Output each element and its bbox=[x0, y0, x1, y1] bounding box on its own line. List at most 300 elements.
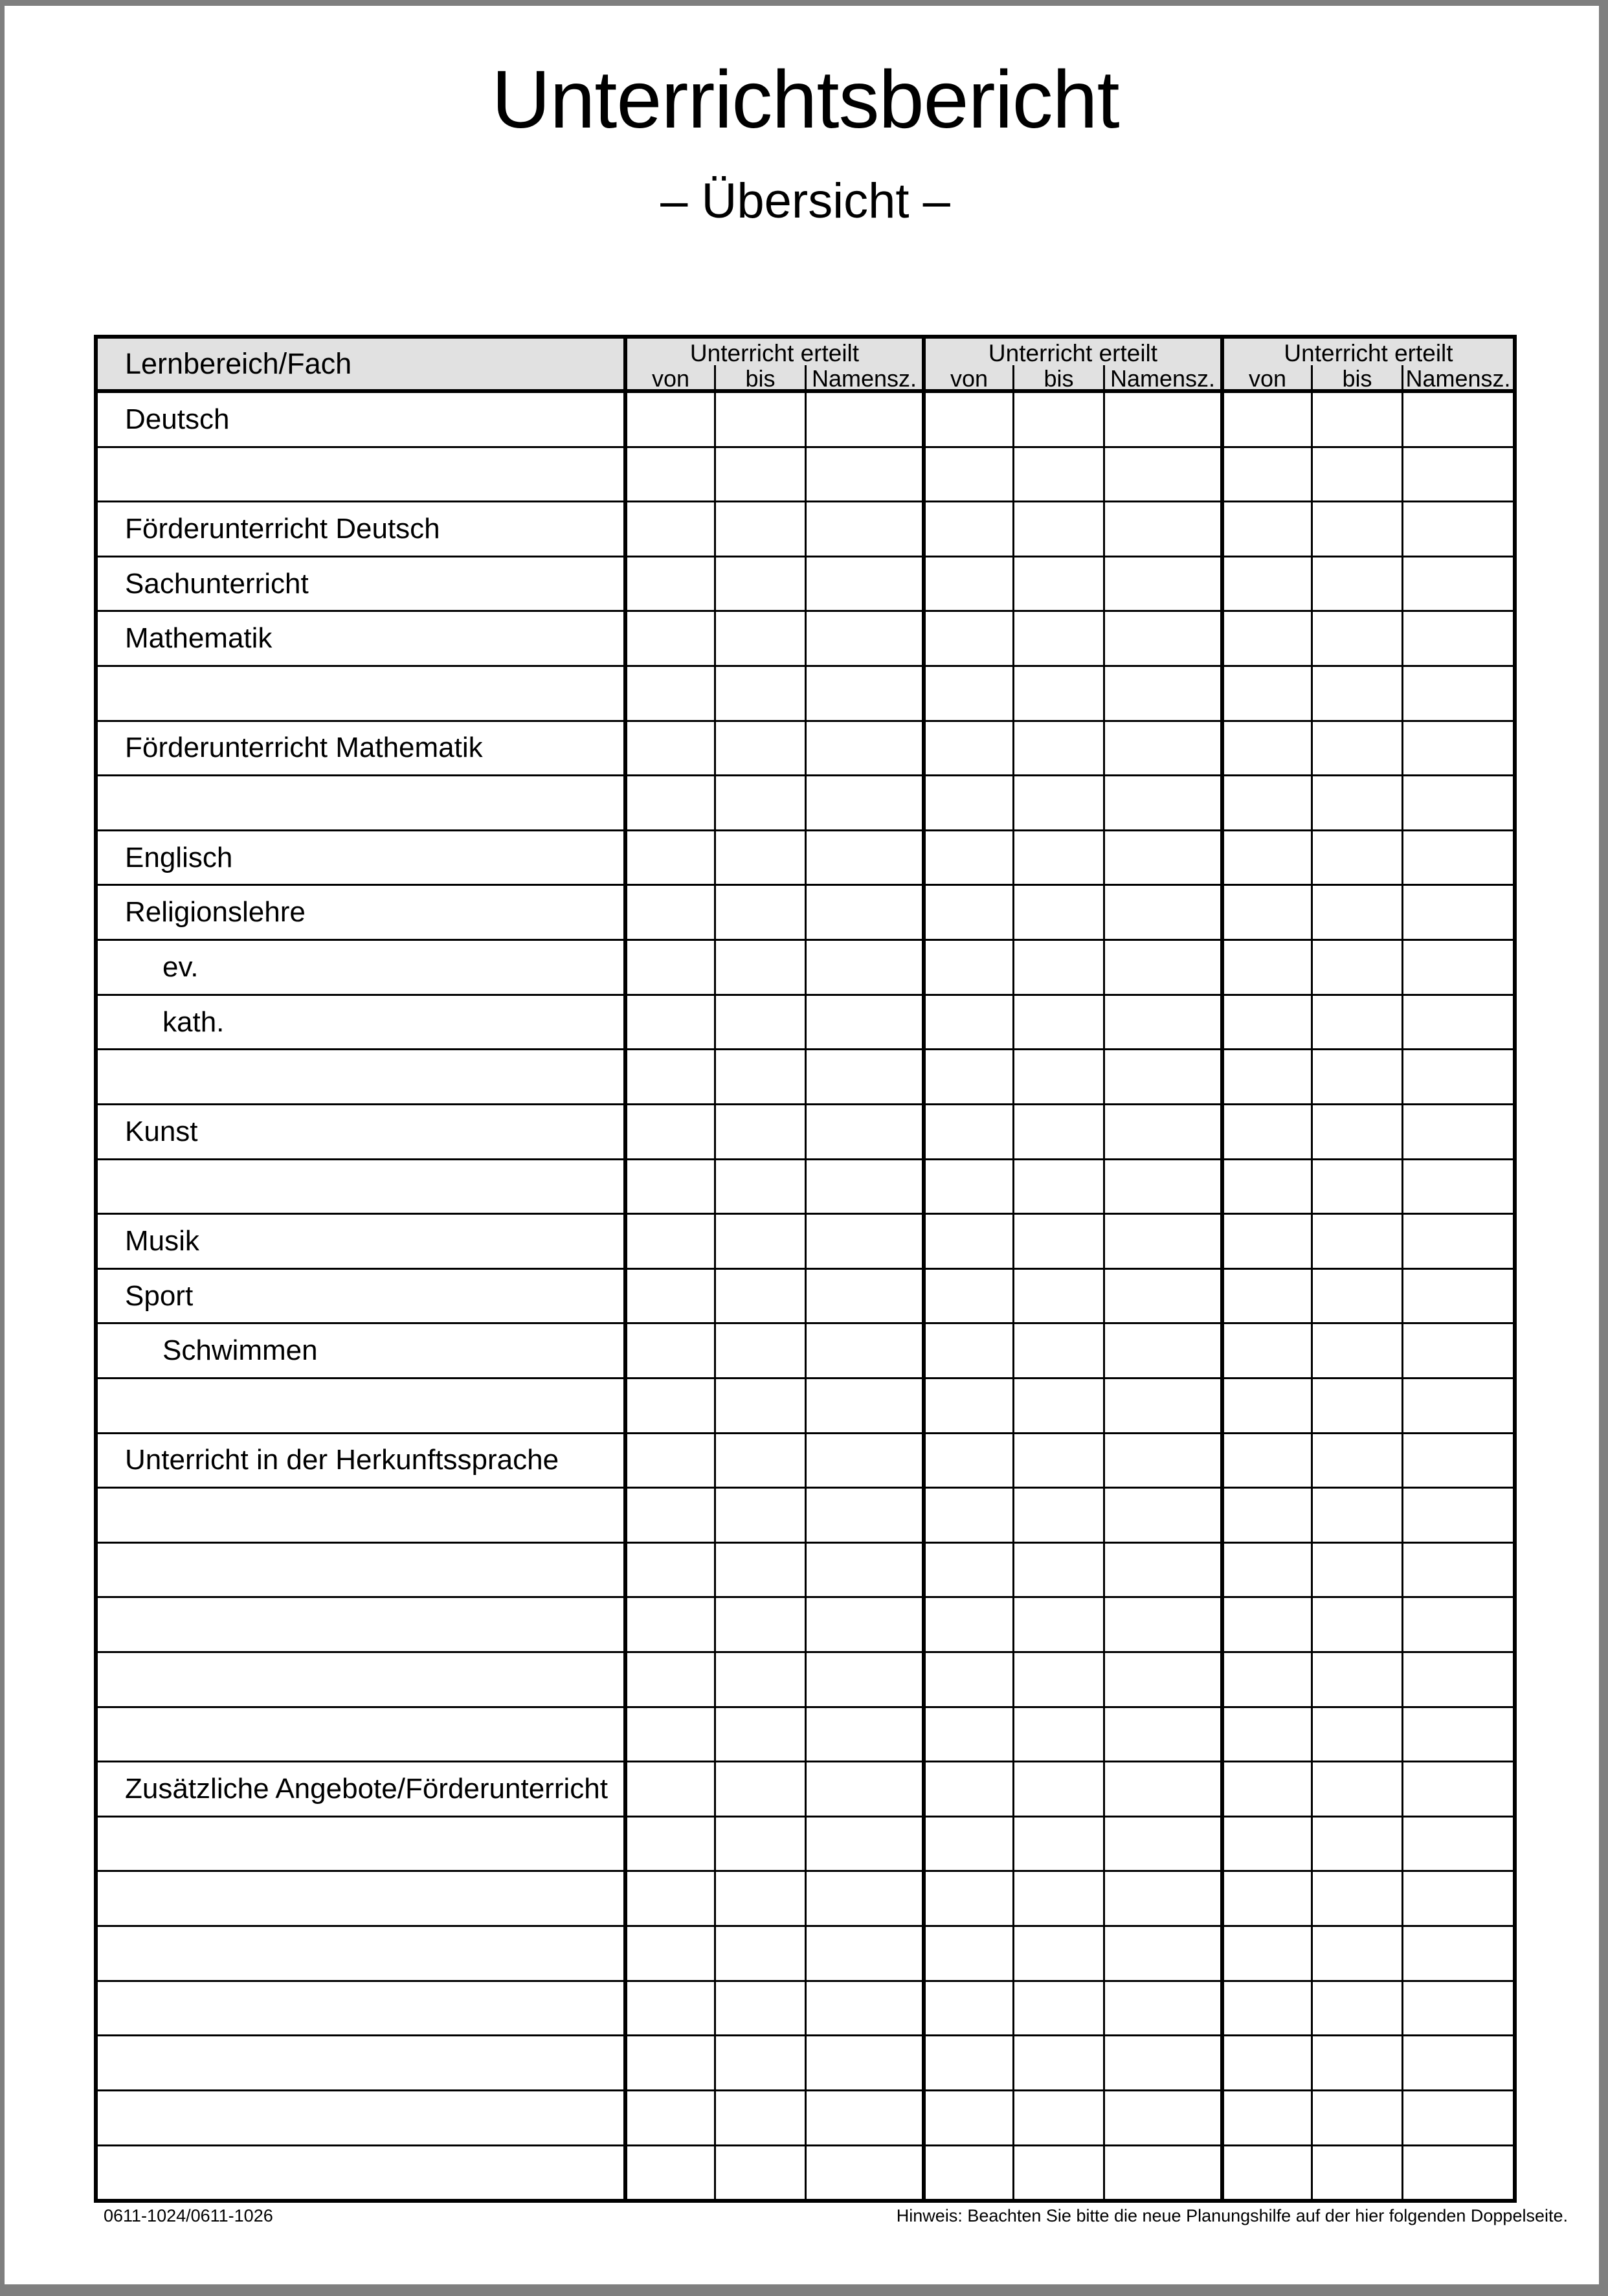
row-label-cell: Förderunterricht Mathematik bbox=[125, 732, 483, 764]
subheader-namensz: Namensz. bbox=[805, 365, 922, 392]
cell-von bbox=[922, 393, 1012, 446]
table-row bbox=[98, 393, 1513, 448]
cell-von bbox=[922, 1105, 1012, 1158]
cell-namensz bbox=[1401, 1434, 1513, 1487]
cell-namensz bbox=[1103, 941, 1220, 994]
cell-von bbox=[623, 557, 714, 611]
header-group-2 bbox=[922, 339, 1220, 392]
cell-von bbox=[623, 1982, 714, 2035]
cell-von bbox=[922, 448, 1012, 501]
row-label-cell bbox=[98, 1379, 623, 1432]
cell-namensz bbox=[805, 1270, 922, 1323]
cell-von bbox=[922, 1872, 1012, 1925]
cell-von bbox=[1220, 2036, 1311, 2089]
row-label-cell: Englisch bbox=[125, 841, 233, 873]
cell-bis bbox=[1012, 502, 1103, 556]
cell-namensz bbox=[1401, 1489, 1513, 1542]
cell-namensz bbox=[805, 1434, 922, 1487]
cell-bis bbox=[1012, 2146, 1103, 2200]
row-label-cell bbox=[98, 1927, 623, 1980]
cell-von bbox=[623, 1762, 714, 1816]
row-label-cell: Sport bbox=[125, 1279, 194, 1312]
cell-bis bbox=[1012, 1434, 1103, 1487]
cell-von bbox=[922, 1653, 1012, 1706]
cell-namensz bbox=[805, 1160, 922, 1213]
cell-bis bbox=[714, 1872, 805, 1925]
table-row bbox=[98, 1105, 1513, 1160]
cell-bis bbox=[1012, 1872, 1103, 1925]
cell-namensz bbox=[805, 557, 922, 611]
cell-namensz bbox=[1401, 1708, 1513, 1761]
cell-von bbox=[1220, 831, 1311, 884]
row-label-cell bbox=[98, 1653, 623, 1706]
cell-namensz bbox=[1401, 1324, 1513, 1377]
cell-bis bbox=[714, 886, 805, 939]
cell-bis bbox=[714, 1818, 805, 1871]
cell-bis bbox=[1012, 1982, 1103, 2035]
cell-namensz bbox=[805, 1215, 922, 1268]
table-row bbox=[98, 886, 1513, 941]
cell-bis bbox=[714, 722, 805, 775]
cell-bis bbox=[1311, 2091, 1401, 2144]
row-label-cell bbox=[98, 1489, 623, 1542]
cell-namensz bbox=[805, 1379, 922, 1432]
cell-von bbox=[922, 722, 1012, 775]
cell-namensz bbox=[805, 941, 922, 994]
cell-von bbox=[623, 1105, 714, 1158]
cell-namensz bbox=[1401, 667, 1513, 720]
cell-von bbox=[1220, 557, 1311, 611]
cell-von bbox=[623, 996, 714, 1049]
cell-bis bbox=[714, 502, 805, 556]
cell-bis bbox=[714, 1105, 805, 1158]
cell-bis bbox=[1012, 722, 1103, 775]
page-subtitle: – Übersicht – bbox=[660, 174, 950, 229]
cell-namensz bbox=[1103, 1434, 1220, 1487]
cell-bis bbox=[714, 667, 805, 720]
cell-namensz bbox=[1103, 1653, 1220, 1706]
cell-bis bbox=[714, 2091, 805, 2144]
cell-namensz bbox=[805, 393, 922, 446]
row-label-cell: Zusätzliche Angebote/Förderunterricht bbox=[125, 1773, 608, 1805]
footer-note: Hinweis: Beachten Sie bitte die neue Planungshilfe auf der hier folgenden Doppelseite. bbox=[896, 2206, 1568, 2225]
cell-von bbox=[623, 1544, 714, 1597]
cell-bis bbox=[714, 1324, 805, 1377]
cell-bis bbox=[1311, 612, 1401, 665]
cell-bis bbox=[714, 557, 805, 611]
cell-namensz bbox=[1103, 502, 1220, 556]
cell-von bbox=[1220, 612, 1311, 665]
cell-namensz bbox=[1401, 1818, 1513, 1871]
header-group-3 bbox=[1220, 339, 1513, 392]
cell-von bbox=[922, 941, 1012, 994]
cell-namensz bbox=[805, 996, 922, 1049]
cell-namensz bbox=[1103, 1544, 1220, 1597]
cell-bis bbox=[1311, 1872, 1401, 1925]
cell-namensz bbox=[1103, 1105, 1220, 1158]
cell-von bbox=[623, 393, 714, 446]
cell-namensz bbox=[1401, 776, 1513, 829]
cell-von bbox=[922, 1160, 1012, 1213]
group-title: Unterricht erteilt bbox=[988, 340, 1158, 366]
cell-von bbox=[1220, 776, 1311, 829]
cell-namensz bbox=[1103, 722, 1220, 775]
cell-bis bbox=[714, 1489, 805, 1542]
cell-bis bbox=[1012, 1215, 1103, 1268]
cell-von bbox=[1220, 886, 1311, 939]
cell-namensz bbox=[1401, 941, 1513, 994]
table-row bbox=[98, 1818, 1513, 1873]
cell-von bbox=[1220, 996, 1311, 1049]
corner-header-lernbereich-fach: Lernbereich/Fach bbox=[125, 347, 352, 380]
cell-bis bbox=[714, 996, 805, 1049]
cell-namensz bbox=[1103, 1927, 1220, 1980]
cell-bis bbox=[1012, 1324, 1103, 1377]
cell-bis bbox=[1311, 1215, 1401, 1268]
cell-namensz bbox=[805, 1982, 922, 2035]
cell-bis bbox=[714, 1544, 805, 1597]
cell-namensz bbox=[1401, 1544, 1513, 1597]
subheader-bis: bis bbox=[1012, 365, 1103, 392]
cell-namensz bbox=[1103, 2146, 1220, 2200]
cell-namensz bbox=[1103, 1270, 1220, 1323]
report-table bbox=[94, 335, 1517, 2203]
cell-von bbox=[1220, 502, 1311, 556]
cell-von bbox=[623, 2146, 714, 2200]
cell-namensz bbox=[1401, 448, 1513, 501]
row-label-cell bbox=[98, 1050, 623, 1103]
cell-bis bbox=[1012, 1708, 1103, 1761]
cell-bis bbox=[1012, 1050, 1103, 1103]
cell-bis bbox=[1311, 1434, 1401, 1487]
cell-von bbox=[623, 2036, 714, 2089]
cell-von bbox=[1220, 1927, 1311, 1980]
cell-von bbox=[1220, 1324, 1311, 1377]
cell-namensz bbox=[1401, 1215, 1513, 1268]
cell-bis bbox=[1311, 393, 1401, 446]
cell-von bbox=[623, 667, 714, 720]
cell-von bbox=[623, 1160, 714, 1213]
cell-namensz bbox=[1103, 1324, 1220, 1377]
row-label-cell: Mathematik bbox=[125, 622, 273, 655]
cell-bis bbox=[1311, 831, 1401, 884]
cell-bis bbox=[714, 1215, 805, 1268]
cell-namensz bbox=[1103, 2091, 1220, 2144]
cell-bis bbox=[1311, 1708, 1401, 1761]
cell-namensz bbox=[1103, 1160, 1220, 1213]
cell-bis bbox=[1311, 448, 1401, 501]
subheader-bis: bis bbox=[714, 365, 805, 392]
cell-von bbox=[1220, 1818, 1311, 1871]
cell-namensz bbox=[1401, 1598, 1513, 1651]
cell-von bbox=[623, 1270, 714, 1323]
cell-namensz bbox=[1103, 612, 1220, 665]
table-row bbox=[98, 2036, 1513, 2091]
cell-namensz bbox=[1103, 2036, 1220, 2089]
cell-von bbox=[623, 1872, 714, 1925]
cell-von bbox=[1220, 667, 1311, 720]
cell-bis bbox=[1311, 1270, 1401, 1323]
cell-bis bbox=[714, 393, 805, 446]
row-label-cell: Religionslehre bbox=[125, 896, 306, 929]
cell-namensz bbox=[1401, 1982, 1513, 2035]
table-row bbox=[98, 2146, 1513, 2200]
cell-bis bbox=[1012, 2091, 1103, 2144]
table-row bbox=[98, 612, 1513, 667]
cell-namensz bbox=[1401, 393, 1513, 446]
cell-bis bbox=[1012, 2036, 1103, 2089]
cell-von bbox=[922, 996, 1012, 1049]
cell-von bbox=[623, 612, 714, 665]
table-row bbox=[98, 1653, 1513, 1708]
cell-namensz bbox=[1401, 502, 1513, 556]
cell-von bbox=[922, 557, 1012, 611]
cell-von bbox=[1220, 1215, 1311, 1268]
cell-bis bbox=[1012, 1598, 1103, 1651]
cell-von bbox=[1220, 2146, 1311, 2200]
cell-von bbox=[922, 1762, 1012, 1816]
cell-von bbox=[922, 1270, 1012, 1323]
cell-von bbox=[1220, 941, 1311, 994]
cell-bis bbox=[714, 1434, 805, 1487]
row-label-cell: kath. bbox=[162, 1006, 225, 1038]
cell-von bbox=[922, 2146, 1012, 2200]
cell-namensz bbox=[1401, 1160, 1513, 1213]
cell-bis bbox=[1012, 667, 1103, 720]
cell-von bbox=[623, 2091, 714, 2144]
cell-namensz bbox=[805, 448, 922, 501]
row-label-cell bbox=[98, 1708, 623, 1761]
row-label-cell: Deutsch bbox=[125, 403, 230, 435]
cell-von bbox=[922, 1379, 1012, 1432]
cell-von bbox=[922, 1324, 1012, 1377]
cell-von bbox=[1220, 1050, 1311, 1103]
subheader-von: von bbox=[950, 365, 988, 392]
cell-bis bbox=[714, 1050, 805, 1103]
cell-bis bbox=[1012, 1270, 1103, 1323]
cell-von bbox=[623, 886, 714, 939]
cell-bis bbox=[1311, 1379, 1401, 1432]
table-body bbox=[98, 393, 1513, 2199]
cell-namensz bbox=[805, 1708, 922, 1761]
cell-von bbox=[922, 1818, 1012, 1871]
subheader-von: von bbox=[651, 365, 690, 392]
cell-von bbox=[1220, 1379, 1311, 1432]
row-label-cell bbox=[98, 667, 623, 720]
row-label-cell bbox=[98, 1598, 623, 1651]
cell-namensz bbox=[1401, 886, 1513, 939]
cell-von bbox=[922, 2036, 1012, 2089]
table-row bbox=[98, 502, 1513, 557]
cell-bis bbox=[1311, 722, 1401, 775]
cell-von bbox=[623, 1489, 714, 1542]
cell-namensz bbox=[805, 502, 922, 556]
cell-namensz bbox=[805, 1818, 922, 1871]
cell-bis bbox=[1311, 941, 1401, 994]
cell-von bbox=[922, 831, 1012, 884]
cell-bis bbox=[714, 1927, 805, 1980]
cell-namensz bbox=[1401, 1270, 1513, 1323]
row-label-cell bbox=[98, 2036, 623, 2089]
cell-namensz bbox=[805, 1598, 922, 1651]
table-row bbox=[98, 1544, 1513, 1599]
cell-namensz bbox=[805, 1050, 922, 1103]
cell-namensz bbox=[1401, 1379, 1513, 1432]
cell-bis bbox=[1012, 1105, 1103, 1158]
group-title: Unterricht erteilt bbox=[1284, 340, 1453, 366]
cell-von bbox=[623, 1050, 714, 1103]
cell-von bbox=[623, 722, 714, 775]
cell-bis bbox=[1311, 1324, 1401, 1377]
cell-bis bbox=[1311, 2146, 1401, 2200]
cell-namensz bbox=[1401, 2091, 1513, 2144]
cell-bis bbox=[714, 1762, 805, 1816]
cell-bis bbox=[1012, 831, 1103, 884]
table-row bbox=[98, 667, 1513, 722]
cell-namensz bbox=[1103, 996, 1220, 1049]
cell-bis bbox=[1012, 612, 1103, 665]
cell-von bbox=[623, 1708, 714, 1761]
cell-bis bbox=[1311, 1105, 1401, 1158]
cell-von bbox=[1220, 1982, 1311, 2035]
cell-von bbox=[922, 1982, 1012, 2035]
cell-von bbox=[1220, 722, 1311, 775]
cell-von bbox=[922, 2091, 1012, 2144]
cell-bis bbox=[714, 831, 805, 884]
cell-namensz bbox=[805, 831, 922, 884]
cell-von bbox=[623, 1818, 714, 1871]
cell-von bbox=[1220, 1708, 1311, 1761]
cell-von bbox=[623, 831, 714, 884]
subheader-row bbox=[1224, 365, 1513, 392]
cell-namensz bbox=[1401, 1762, 1513, 1816]
cell-namensz bbox=[805, 2091, 922, 2144]
row-label-cell bbox=[98, 448, 623, 501]
cell-von bbox=[922, 1708, 1012, 1761]
cell-bis bbox=[1012, 996, 1103, 1049]
cell-namensz bbox=[805, 776, 922, 829]
table-row bbox=[98, 1872, 1513, 1927]
cell-namensz bbox=[805, 1653, 922, 1706]
row-label-cell bbox=[98, 2146, 623, 2200]
cell-bis bbox=[714, 1653, 805, 1706]
cell-bis bbox=[714, 1379, 805, 1432]
table-row bbox=[98, 557, 1513, 613]
cell-bis bbox=[1012, 1160, 1103, 1213]
cell-von bbox=[1220, 1762, 1311, 1816]
cell-namensz bbox=[805, 1927, 922, 1980]
footer-doc-number: 0611-1024/0611-1026 bbox=[104, 2206, 273, 2225]
cell-namensz bbox=[1401, 1653, 1513, 1706]
row-label-cell: Musik bbox=[125, 1224, 199, 1257]
cell-namensz bbox=[1401, 557, 1513, 611]
cell-bis bbox=[714, 2036, 805, 2089]
cell-bis bbox=[714, 2146, 805, 2200]
row-label-cell bbox=[98, 1982, 623, 2035]
table-row bbox=[98, 1982, 1513, 2037]
cell-von bbox=[922, 1050, 1012, 1103]
cell-bis bbox=[1311, 1653, 1401, 1706]
cell-von bbox=[922, 886, 1012, 939]
cell-bis bbox=[1311, 776, 1401, 829]
table-row bbox=[98, 1270, 1513, 1325]
cell-namensz bbox=[1103, 1379, 1220, 1432]
cell-namensz bbox=[1103, 557, 1220, 611]
cell-von bbox=[922, 502, 1012, 556]
cell-von bbox=[922, 776, 1012, 829]
row-label-cell bbox=[98, 776, 623, 829]
row-label-cell bbox=[98, 1872, 623, 1925]
cell-bis bbox=[1311, 557, 1401, 611]
cell-namensz bbox=[1401, 1872, 1513, 1925]
cell-von bbox=[623, 1324, 714, 1377]
cell-namensz bbox=[1401, 722, 1513, 775]
cell-bis bbox=[1311, 1489, 1401, 1542]
cell-bis bbox=[714, 612, 805, 665]
table-row bbox=[98, 448, 1513, 503]
cell-von bbox=[1220, 1544, 1311, 1597]
cell-namensz bbox=[1401, 1105, 1513, 1158]
cell-bis bbox=[1012, 776, 1103, 829]
page-title: Unterrichtsbericht bbox=[491, 54, 1119, 145]
table-row bbox=[98, 1324, 1513, 1379]
subheader-namensz: Namensz. bbox=[1103, 365, 1220, 392]
row-label-cell bbox=[98, 1544, 623, 1597]
cell-bis bbox=[714, 1598, 805, 1651]
table-row bbox=[98, 941, 1513, 996]
cell-bis bbox=[1012, 1379, 1103, 1432]
cell-namensz bbox=[1103, 1872, 1220, 1925]
cell-bis bbox=[1012, 886, 1103, 939]
cell-bis bbox=[1311, 502, 1401, 556]
row-label-cell: Unterricht in der Herkunftssprache bbox=[125, 1444, 559, 1476]
cell-namensz bbox=[1401, 996, 1513, 1049]
table-row bbox=[98, 1762, 1513, 1818]
cell-bis bbox=[714, 1708, 805, 1761]
subheader-von: von bbox=[1248, 365, 1287, 392]
row-label-cell bbox=[98, 1160, 623, 1213]
cell-namensz bbox=[1103, 831, 1220, 884]
cell-bis bbox=[714, 448, 805, 501]
row-label-cell: ev. bbox=[162, 951, 199, 983]
cell-namensz bbox=[1103, 1489, 1220, 1542]
table-row bbox=[98, 1708, 1513, 1763]
cell-bis bbox=[714, 776, 805, 829]
cell-von bbox=[1220, 1598, 1311, 1651]
cell-von bbox=[922, 612, 1012, 665]
cell-namensz bbox=[805, 1105, 922, 1158]
cell-namensz bbox=[805, 722, 922, 775]
cell-von bbox=[1220, 393, 1311, 446]
table-row bbox=[98, 996, 1513, 1051]
cell-bis bbox=[1012, 448, 1103, 501]
cell-bis bbox=[1012, 1927, 1103, 1980]
cell-bis bbox=[1311, 1544, 1401, 1597]
cell-namensz bbox=[1103, 1598, 1220, 1651]
table-row bbox=[98, 1215, 1513, 1270]
cell-bis bbox=[1012, 941, 1103, 994]
cell-bis bbox=[1311, 1762, 1401, 1816]
row-label-cell: Schwimmen bbox=[162, 1334, 318, 1367]
cell-von bbox=[623, 1927, 714, 1980]
cell-namensz bbox=[1401, 831, 1513, 884]
cell-bis bbox=[1311, 1927, 1401, 1980]
subheader-row bbox=[926, 365, 1220, 392]
cell-von bbox=[623, 776, 714, 829]
cell-bis bbox=[1012, 1544, 1103, 1597]
cell-namensz bbox=[1103, 1215, 1220, 1268]
row-label-cell: Förderunterricht Deutsch bbox=[125, 513, 440, 545]
